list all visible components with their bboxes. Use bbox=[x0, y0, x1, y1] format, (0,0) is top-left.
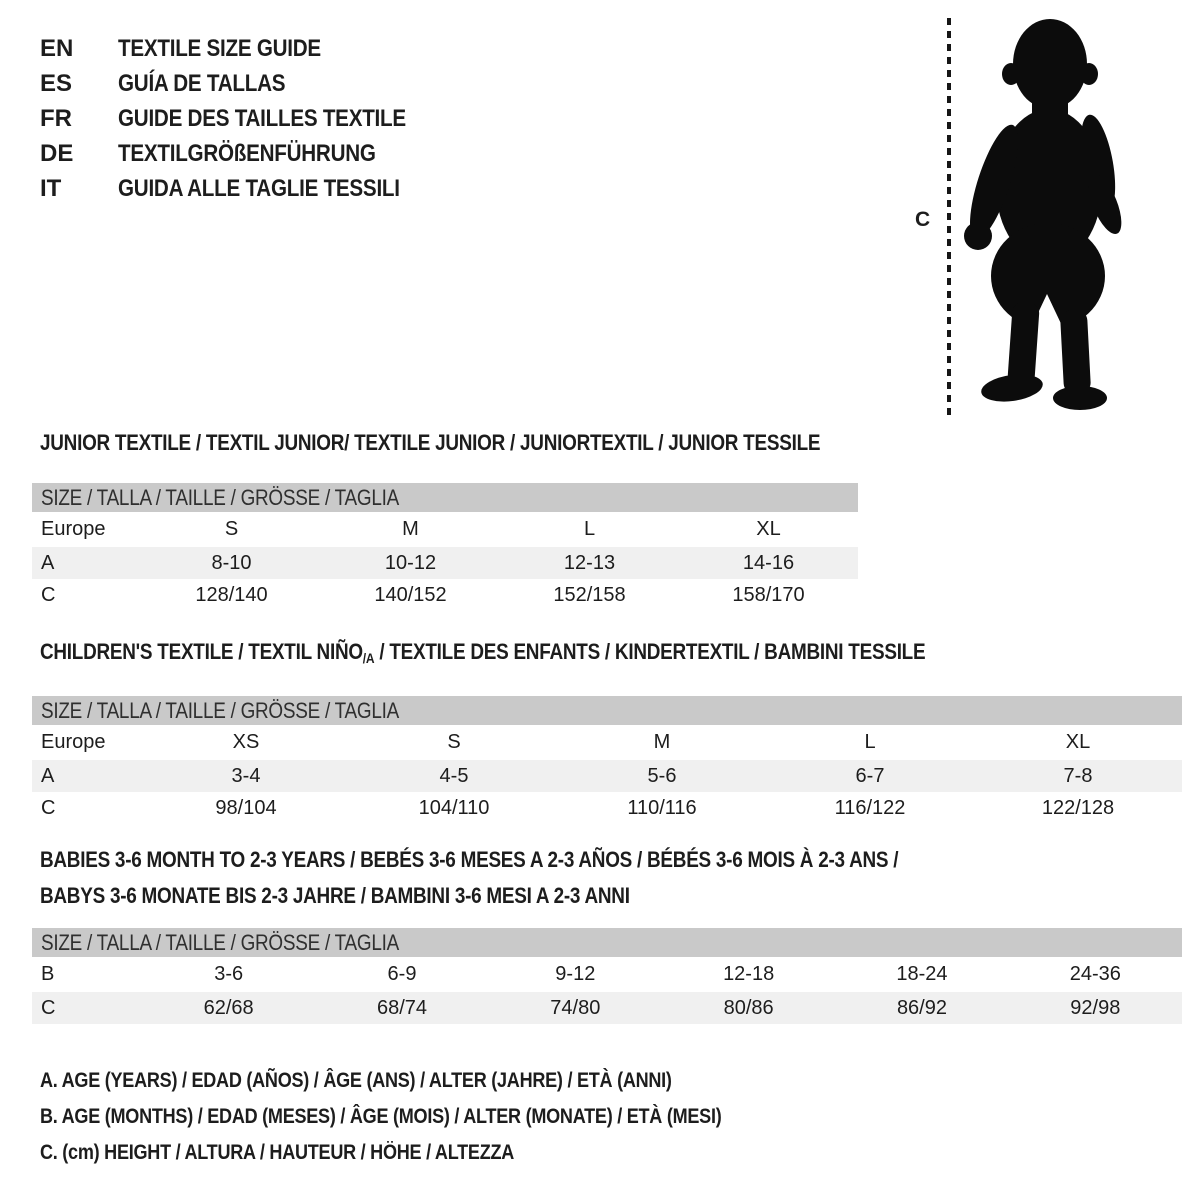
children-section-title: CHILDREN'S TEXTILE / TEXTIL NIÑO/A / TEXTILE DES ENFANTS / KINDERTEXTIL / BAMBINI TESSILE bbox=[40, 639, 926, 666]
table-cell: 74/80 bbox=[550, 996, 601, 1019]
table-cell: 8-10 bbox=[211, 551, 252, 574]
table-cell: 104/110 bbox=[418, 796, 490, 819]
region-label: Europe bbox=[41, 731, 106, 753]
legend-line-b: B. AGE (MONTHS) / EDAD (MESES) / ÂGE (MOIS) / ALTER (MONATE) / ETÀ (MESI) bbox=[40, 1105, 722, 1128]
table-cell: 86/92 bbox=[896, 996, 947, 1019]
lang-title: GUÍA DE TALLAS bbox=[118, 70, 286, 97]
row-label: A bbox=[41, 551, 55, 574]
babies-section-title: BABIES 3-6 MONTH TO 2-3 YEARS / BEBÉS 3-6 MESES A 2-3 AÑOS / BÉBÉS 3-6 MOIS À 2-3 ANS / BABYS 3-6 MONATE BIS 2-3 JAHRE / BAMBINI 3-6 MESI A 2-3 ANNI bbox=[40, 847, 899, 908]
lang-code: FR bbox=[40, 105, 72, 132]
lang-title: GUIDE DES TAILLES TEXTILE bbox=[118, 105, 406, 132]
children-textile-section bbox=[32, 639, 1182, 824]
table-cell: 140/152 bbox=[374, 583, 447, 606]
table-cell: 92/98 bbox=[1070, 996, 1121, 1019]
table-cell: 152/158 bbox=[553, 583, 626, 606]
size-col-header: XL bbox=[756, 518, 781, 540]
size-col-header: S bbox=[447, 731, 461, 753]
children-size-bar: SIZE / TALLA / TAILLE / GRÖSSE / TAGLIA bbox=[32, 696, 1182, 725]
junior-header-row bbox=[32, 512, 858, 547]
babies-row-height bbox=[32, 992, 1182, 1024]
measurement-legend bbox=[40, 1063, 832, 1171]
region-label: Europe bbox=[41, 518, 106, 540]
language-title-list bbox=[40, 31, 453, 206]
table-cell: 128/140 bbox=[195, 583, 268, 606]
babies-size-bar: SIZE / TALLA / TAILLE / GRÖSSE / TAGLIA bbox=[32, 928, 1182, 957]
table-cell: 158/170 bbox=[732, 583, 805, 606]
table-cell: 10-12 bbox=[384, 551, 437, 574]
lang-title: GUIDA ALLE TAGLIE TESSILI bbox=[118, 175, 400, 202]
table-cell: 6-9 bbox=[387, 963, 417, 985]
junior-textile-section bbox=[32, 430, 858, 611]
size-col-header: XL bbox=[1065, 731, 1091, 753]
junior-row-height bbox=[32, 579, 858, 611]
children-header-row bbox=[32, 725, 1182, 760]
children-row-height bbox=[32, 792, 1182, 824]
row-label: C bbox=[41, 796, 56, 819]
table-cell: 14-16 bbox=[742, 551, 795, 574]
table-cell: 116/122 bbox=[834, 796, 906, 819]
size-col-header: L bbox=[583, 518, 596, 540]
legend-line-a: A. AGE (YEARS) / EDAD (AÑOS) / ÂGE (ANS) / ALTER (JAHRE) / ETÀ (ANNI) bbox=[40, 1069, 672, 1092]
size-col-header: S bbox=[224, 518, 239, 540]
table-cell: 3-6 bbox=[214, 963, 244, 985]
babies-textile-section bbox=[32, 842, 1182, 1024]
children-row-age bbox=[32, 760, 1182, 792]
junior-row-age bbox=[32, 547, 858, 579]
table-cell: 9-12 bbox=[555, 963, 596, 985]
lang-row-fr bbox=[40, 101, 453, 136]
table-cell: 12-13 bbox=[563, 551, 616, 574]
junior-section-title: JUNIOR TEXTILE / TEXTIL JUNIOR/ TEXTILE JUNIOR / JUNIORTEXTIL / JUNIOR TESSILE bbox=[40, 430, 821, 455]
lang-code: IT bbox=[40, 175, 62, 202]
table-cell: 24-36 bbox=[1069, 963, 1121, 985]
table-cell: 5-6 bbox=[647, 764, 677, 787]
row-label: C bbox=[41, 583, 56, 606]
lang-code: DE bbox=[40, 140, 74, 167]
table-cell: 4-5 bbox=[439, 764, 469, 787]
nino-a-subscript: /A bbox=[362, 650, 375, 666]
row-label: B bbox=[41, 963, 55, 985]
table-cell: 122/128 bbox=[1041, 796, 1115, 819]
table-cell: 3-4 bbox=[231, 764, 261, 787]
table-cell: 110/116 bbox=[627, 796, 697, 819]
table-cell: 12-18 bbox=[723, 963, 775, 985]
table-cell: 62/68 bbox=[203, 996, 254, 1019]
table-cell: 98/104 bbox=[215, 796, 277, 819]
table-cell: 80/86 bbox=[723, 996, 774, 1019]
size-col-header: M bbox=[402, 518, 419, 540]
lang-row-es bbox=[40, 66, 453, 101]
table-cell: 68/74 bbox=[376, 996, 428, 1019]
size-col-header: L bbox=[864, 731, 876, 753]
lang-title: TEXTILGRÖßENFÜHRUNG bbox=[118, 140, 376, 167]
row-label: A bbox=[41, 764, 55, 787]
lang-row-en bbox=[40, 31, 453, 66]
legend-line-c: C. (cm) HEIGHT / ALTURA / HAUTEUR / HÖHE / ALTEZZA bbox=[40, 1141, 515, 1164]
size-col-header: M bbox=[653, 731, 671, 753]
table-cell: 7-8 bbox=[1063, 764, 1093, 787]
table-cell: 6-7 bbox=[855, 764, 885, 787]
lang-title: TEXTILE SIZE GUIDE bbox=[118, 35, 321, 62]
lang-row-de bbox=[40, 136, 453, 171]
table-cell: 18-24 bbox=[896, 963, 948, 985]
size-col-header: XS bbox=[232, 731, 260, 753]
lang-code: EN bbox=[40, 35, 74, 62]
lang-code: ES bbox=[40, 70, 73, 97]
junior-size-bar: SIZE / TALLA / TAILLE / GRÖSSE / TAGLIA bbox=[32, 483, 858, 512]
row-label: C bbox=[41, 996, 56, 1019]
lang-row-it bbox=[40, 171, 453, 206]
height-measure-dashed-line bbox=[947, 18, 951, 416]
babies-row-months bbox=[32, 957, 1182, 992]
toddler-silhouette-image bbox=[956, 14, 1141, 416]
height-measure-label: C bbox=[915, 208, 931, 231]
